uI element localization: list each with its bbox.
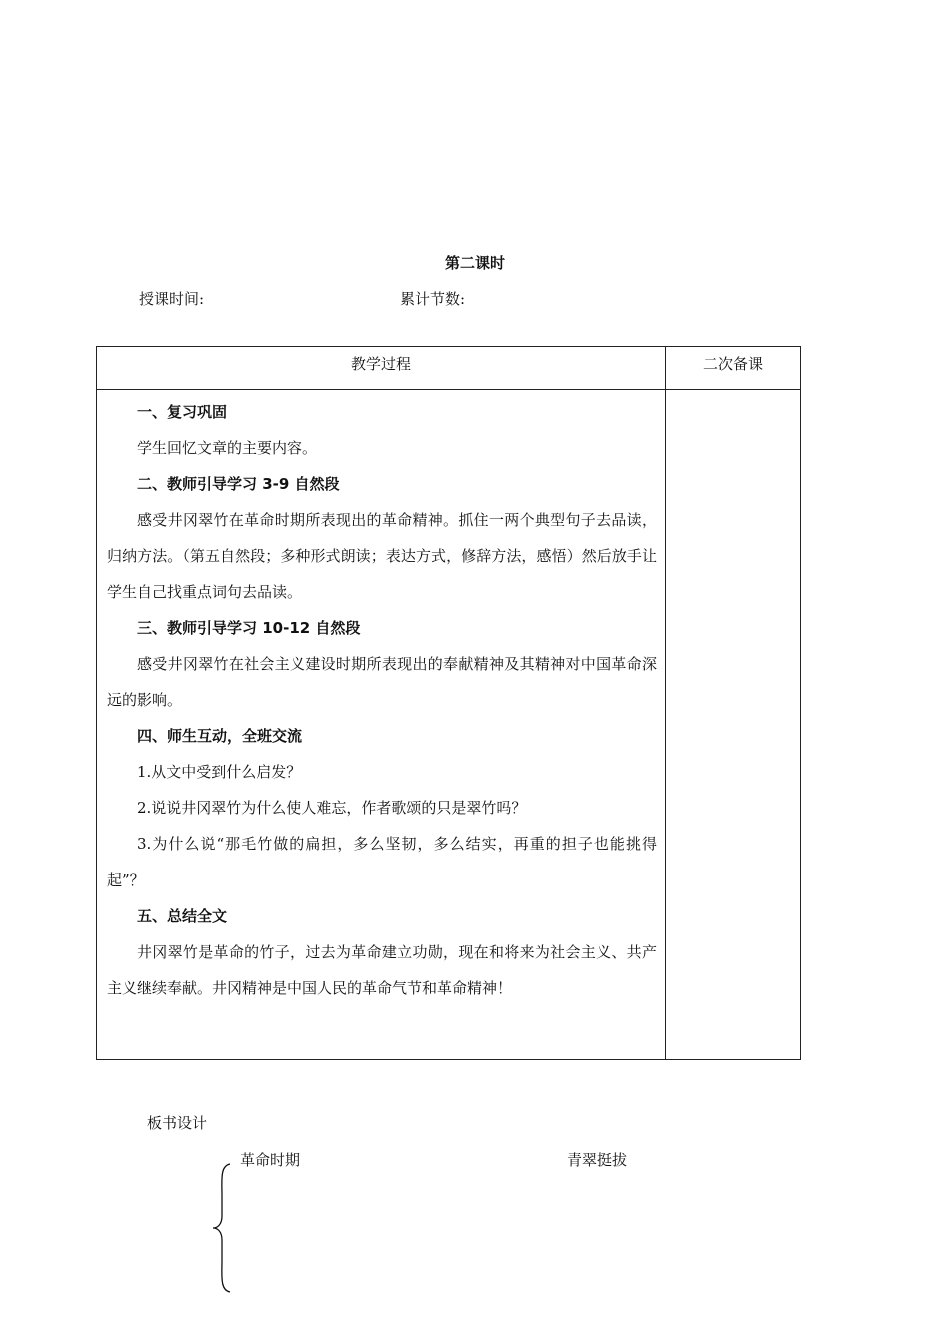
table-header-row: [97, 347, 801, 390]
teaching-process-content: [97, 390, 665, 1006]
paragraph: 学生回忆文章的主要内容。: [137, 439, 318, 457]
paragraph: 感受井冈翠竹在社会主义建设时期所表现出的奉献精神及其精神对中国革命深远的影响。: [107, 655, 657, 709]
teaching-time-label: 授课时间:: [139, 290, 205, 308]
section-heading: 一、复习巩固: [137, 403, 228, 421]
teaching-process-cell: [97, 390, 666, 1060]
section-heading: 五、总结全文: [137, 907, 228, 925]
left-brace-icon: [210, 1162, 234, 1294]
lesson-count-label: 累计节数:: [400, 290, 466, 308]
lesson-title: 第二课时: [444, 254, 505, 272]
header-second-preparation: 二次备课: [666, 347, 801, 390]
question-item: 1.从文中受到什么启发？: [137, 763, 302, 781]
table-content-row: [97, 390, 801, 1060]
paragraph: 感受井冈翠竹在革命时期所表现出的革命精神。抓住一两个典型句子去品读，归纳方法。（第五自然段；多种形式朗读；表达方式，修辞方法，感悟）然后放手让学生自己找重点词句去品读。: [107, 511, 657, 601]
board-design-title: 板书设计: [147, 1114, 208, 1132]
lesson-plan-table: [96, 346, 801, 1060]
section-heading: 二、教师引导学习 3-9 自然段: [137, 475, 340, 493]
section-heading: 三、教师引导学习 10-12 自然段: [137, 619, 361, 637]
second-preparation-cell: [666, 390, 801, 1060]
question-item: 3.为什么说“那毛竹做的扁担，多么坚韧，多么结实，再重的担子也能挑得起”？: [107, 835, 657, 889]
header-teaching-process: 教学过程: [97, 347, 666, 390]
board-item-left: 革命时期: [240, 1151, 301, 1169]
board-item-right: 青翠挺拔: [567, 1151, 628, 1169]
section-heading: 四、师生互动，全班交流: [137, 727, 303, 745]
question-item: 2.说说井冈翠竹为什么使人难忘，作者歌颂的只是翠竹吗？: [137, 799, 527, 817]
paragraph: 井冈翠竹是革命的竹子，过去为革命建立功勋，现在和将来为社会主义、共产主义继续奉献。井冈精神是中国人民的革命气节和革命精神！: [107, 943, 657, 997]
